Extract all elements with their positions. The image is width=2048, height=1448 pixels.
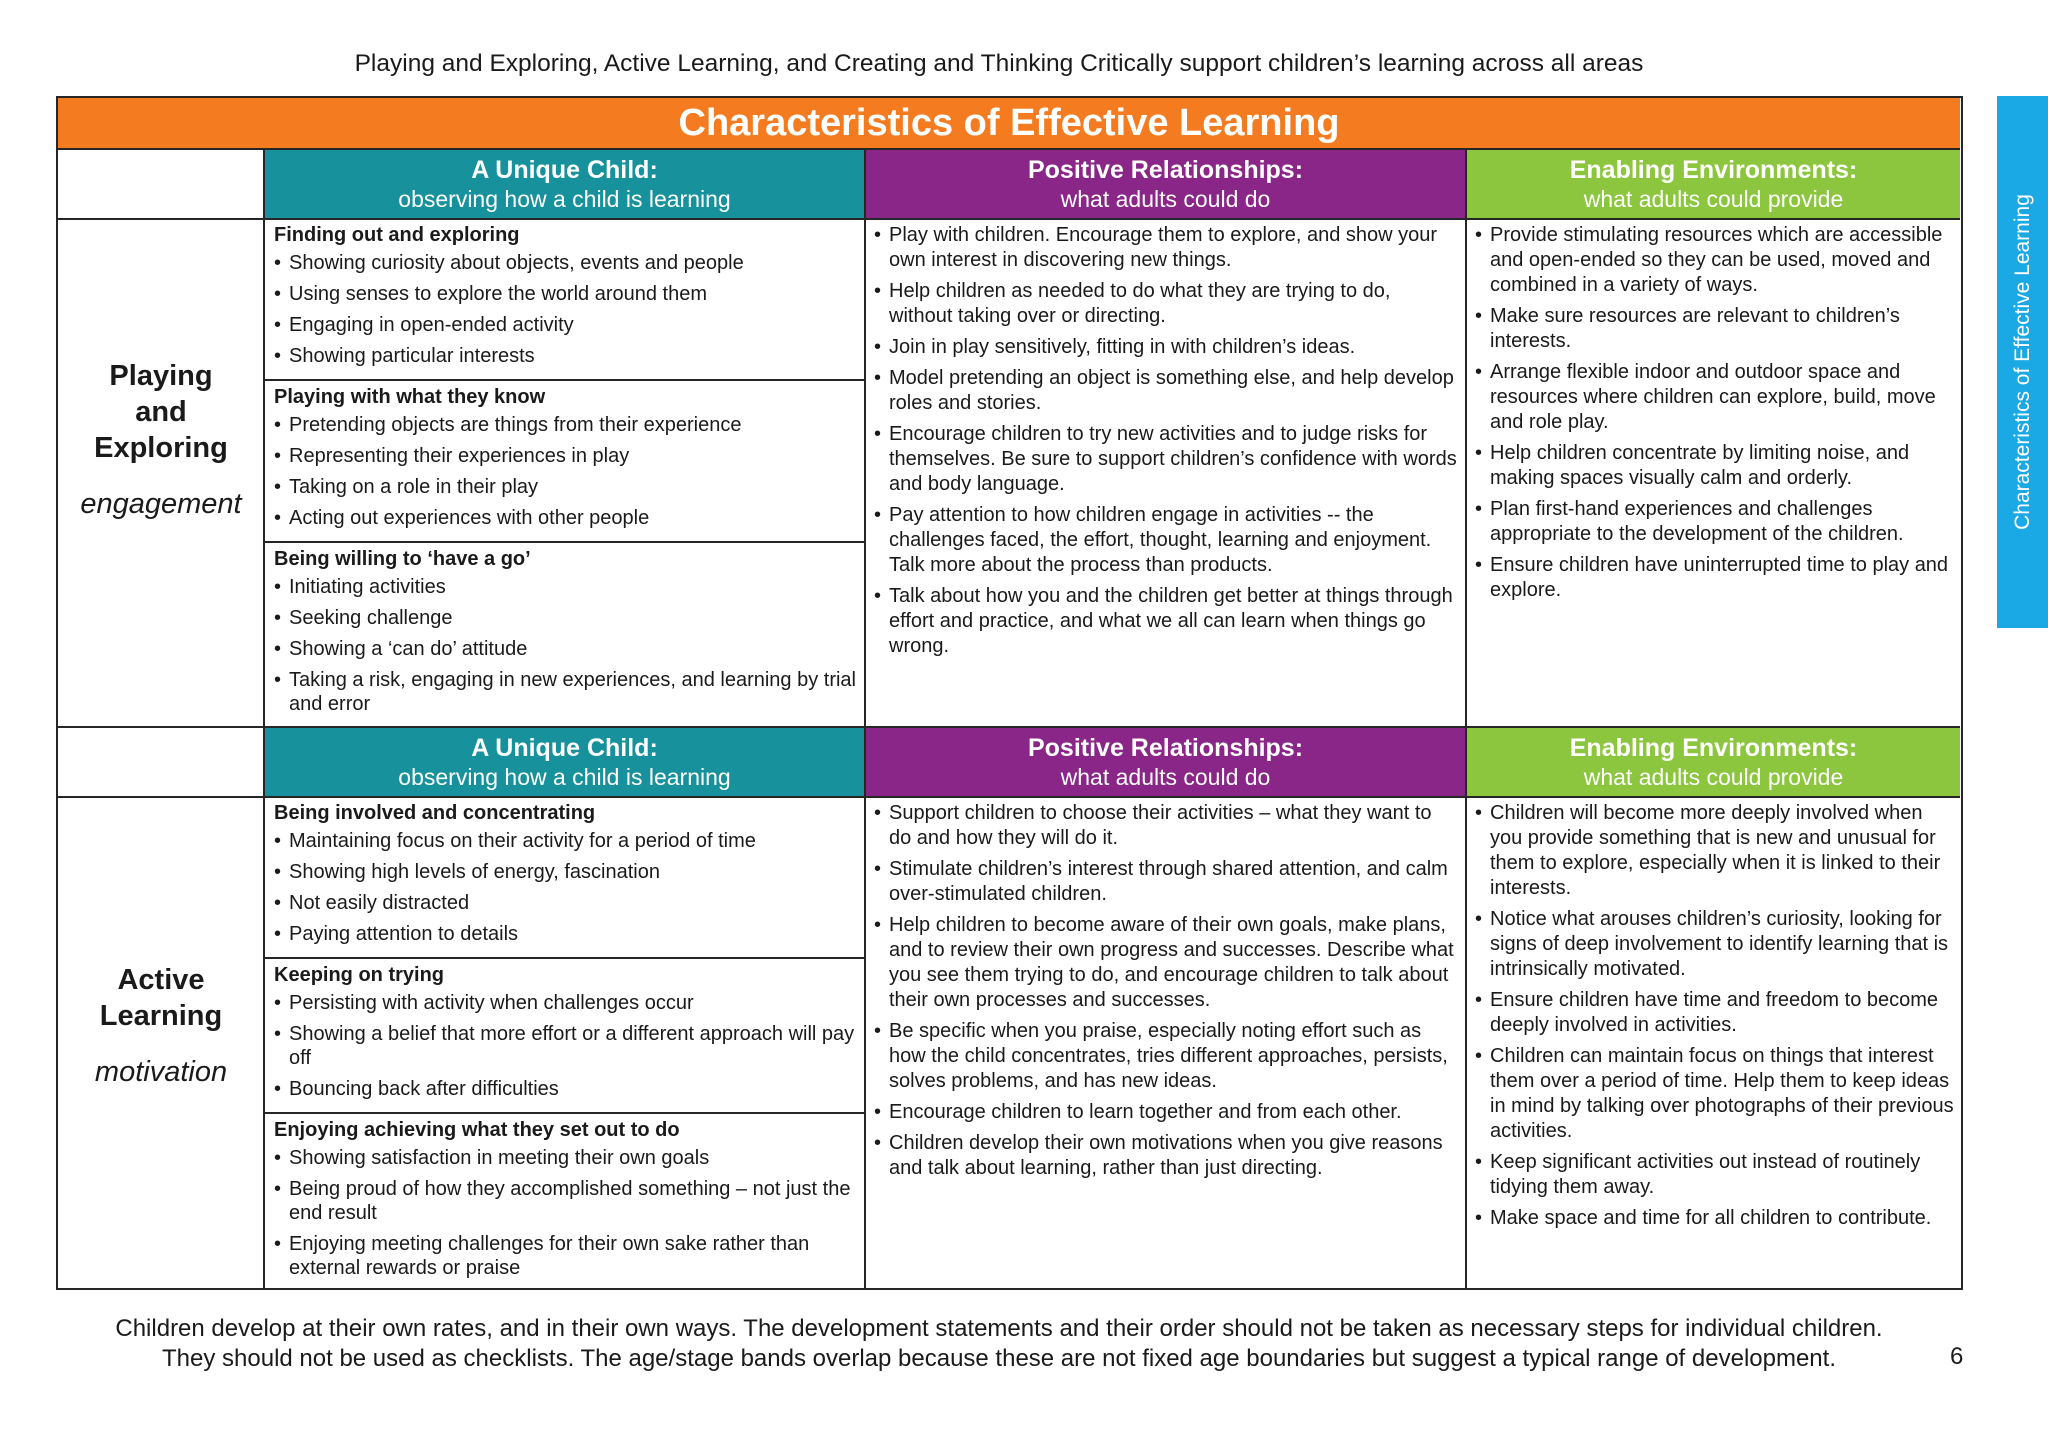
list-item: • Showing satisfaction in meeting their own goals [274,1146,859,1170]
header-subtitle: observing how a child is learning [398,186,731,212]
list-item: • Help children as needed to do what they are trying to do, without taking over or directing. [874,279,1459,329]
column-divider [263,150,265,1288]
group-heading: Keeping on trying [274,964,444,986]
list-item: • Help children concentrate by limiting noise, and making spaces visually calm and orderly. [1475,441,1955,491]
group-keeping-on-trying [274,963,859,1108]
group-have-a-go [274,547,859,723]
list-item: • Bouncing back after difficulties [274,1077,859,1101]
list-item: • Ensure children have time and freedom to become deeply involved in activities. [1475,988,1955,1038]
row-name-line: Playing [109,360,213,392]
list-item: • Children will become more deeply involved when you provide something that is new and unusual for them to explore, especially when it is linked to their interests. [1475,801,1955,901]
group-heading: Playing with what they know [274,386,546,408]
list-item: • Being proud of how they accomplished something – not just the end result [274,1177,859,1225]
row-divider [58,796,1960,798]
group-playing-with-what-they-know [274,385,859,537]
list-item: • Pay attention to how children engage in activities -- the challenges faced, the effort, thought, learning and enjoyment. Talk more about the process than products. [874,503,1459,578]
list-item: • Engaging in open-ended activity [274,313,859,337]
group-heading: Being involved and concentrating [274,802,596,824]
list-item: • Taking a risk, engaging in new experiences, and learning by trial and error [274,668,859,716]
list-item: • Support children to choose their activities – what they want to do and how they will do it. [874,801,1459,851]
header-enabling-environments [1467,150,1960,218]
header-subtitle: what adults could provide [1583,764,1844,790]
footer-line: They should not be used as checklists. The age/stage bands overlap because these are not fixed age boundaries but suggest a typical range of development. [162,1345,1836,1372]
header-subtitle: what adults could do [1060,764,1271,790]
list-item: • Encourage children to try new activities and to judge risks for themselves. Be sure to support children’s confidence with words and body language. [874,422,1459,497]
list-item: • Arrange flexible indoor and outdoor space and resources where children can explore, build, move and role play. [1475,360,1955,435]
row-keyword: motivation [94,1056,228,1088]
row-divider [58,726,1960,728]
list-item: • Not easily distracted [274,891,859,915]
group-heading: Being willing to ‘have a go’ [274,548,531,570]
list-item: • Showing particular interests [274,344,859,368]
group-divider [265,541,864,543]
list-item: • Encourage children to learn together and from each other. [874,1100,1459,1125]
row-name-line: Active [117,964,205,996]
list-item: • Join in play sensitively, fitting in with children’s ideas. [874,335,1459,360]
group-divider [265,957,864,959]
header-unique-child [265,728,864,796]
list-item: • Children can maintain focus on things that interest them over a period of time. Help them to keep ideas in mind by talking over photographs of their previous activities. [1475,1044,1955,1144]
list-item: • Plan first-hand experiences and challenges appropriate to the development of the children. [1475,497,1955,547]
footer-note [0,1314,1998,1374]
list-item: • Talk about how you and the children get better at things through effort and practice, and what we all can learn when things go wrong. [874,584,1459,659]
page-number: 6 [1950,1343,1964,1370]
list-item: • Provide stimulating resources which are accessible and open-ended so they can be used, moved and combined in a variety of ways. [1475,223,1955,298]
list-item: • Model pretending an object is something else, and help develop roles and stories. [874,366,1459,416]
group-finding-out [274,223,859,375]
group-heading: Enjoying achieving what they set out to do [274,1119,680,1141]
list-item: • Stimulate children’s interest through shared attention, and calm over-stimulated children. [874,857,1459,907]
intro-text: Playing and Exploring, Active Learning, and Creating and Thinking Critically support children’s learning across all areas [354,50,1644,77]
row-label-active-learning [58,962,264,1089]
row-label-playing-exploring [58,358,264,521]
playing-relationships-cell [874,223,1459,665]
group-enjoying-achieving [274,1118,859,1287]
list-item: • Keep significant activities out instead of routinely tidying them away. [1475,1150,1955,1200]
row-keyword: engagement [80,488,242,520]
list-item: • Showing curiosity about objects, events and people [274,251,859,275]
row-name-line: and [135,396,187,428]
table-banner: Characteristics of Effective Learning [58,98,1960,150]
row-name-line: Exploring [94,432,228,464]
active-relationships-cell [874,801,1459,1187]
header-subtitle: what adults could do [1060,186,1271,212]
list-item: • Seeking challenge [274,606,859,630]
playing-environments-cell [1475,223,1955,609]
header-subtitle: observing how a child is learning [398,764,731,790]
list-item: • Persisting with activity when challenges occur [274,991,859,1015]
group-divider [265,379,864,381]
list-item: • Representing their experiences in play [274,444,859,468]
column-divider [864,150,866,1288]
list-item: • Paying attention to details [274,922,859,946]
header-enabling-environments [1467,728,1960,796]
list-item: • Acting out experiences with other people [274,506,859,530]
list-item: • Make sure resources are relevant to children’s interests. [1475,304,1955,354]
list-item: • Showing a ‘can do’ attitude [274,637,859,661]
list-item: • Using senses to explore the world around them [274,282,859,306]
list-item: • Enjoying meeting challenges for their own sake rather than external rewards or praise [274,1232,859,1280]
side-tab-label: Characteristics of Effective Learning [2010,194,2034,530]
list-item: • Be specific when you praise, especially noting effort such as how the child concentrates, tries different approaches, persists, solves problems, and has new ideas. [874,1019,1459,1094]
list-item: • Maintaining focus on their activity for a period of time [274,829,859,853]
list-item: • Initiating activities [274,575,859,599]
header-title: Enabling Environments: [1569,734,1858,762]
list-item: • Ensure children have uninterrupted time to play and explore. [1475,553,1955,603]
list-item: • Pretending objects are things from their experience [274,413,859,437]
header-title: Positive Relationships: [1027,156,1304,184]
list-item: • Help children to become aware of their own goals, make plans, and to review their own progress and successes. Describe what you see them trying to do, and encourage children to talk about their own processes and successes. [874,913,1459,1013]
list-item: • Notice what arouses children’s curiosity, looking for signs of deep involvement to identify learning that is intrinsically motivated. [1475,907,1955,982]
group-involved-concentrating [274,801,859,953]
list-item: • Play with children. Encourage them to explore, and show your own interest in discovering new things. [874,223,1459,273]
header-unique-child [265,150,864,218]
footer-line: Children develop at their own rates, and in their own ways. The development statements and their order should not be taken as necessary steps for individual children. [115,1315,1883,1342]
header-title: A Unique Child: [471,156,658,184]
header-positive-relationships [866,728,1465,796]
row-name-line: Learning [99,1000,223,1032]
header-title: Positive Relationships: [1027,734,1304,762]
group-divider [265,1112,864,1114]
list-item: • Showing high levels of energy, fascination [274,860,859,884]
section-side-tab[interactable] [1997,96,2048,628]
row-divider [58,218,1960,220]
learning-table [56,96,1963,1290]
group-heading: Finding out and exploring [274,224,520,246]
header-subtitle: what adults could provide [1583,186,1844,212]
list-item: • Make space and time for all children to contribute. [1475,1206,1955,1231]
header-title: A Unique Child: [471,734,658,762]
list-item: • Showing a belief that more effort or a different approach will pay off [274,1022,859,1070]
header-positive-relationships [866,150,1465,218]
list-item: • Children develop their own motivations when you give reasons and talk about learning, rather than just directing. [874,1131,1459,1181]
header-title: Enabling Environments: [1569,156,1858,184]
active-environments-cell [1475,801,1955,1237]
list-item: • Taking on a role in their play [274,475,859,499]
column-divider [1465,150,1467,1288]
